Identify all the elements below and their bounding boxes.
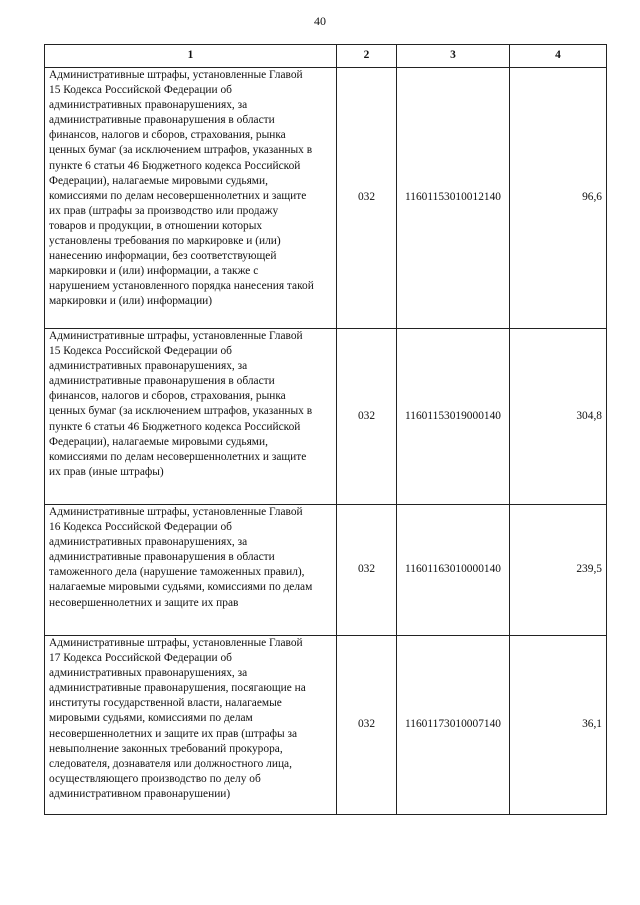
row-admin-code: 032 [337,505,397,636]
row-admin-code: 032 [337,329,397,505]
row-description-text: Административные штрафы, установленные Главой 15 Кодекса Российской Федерации об административных правонарушениях, за административные правонарушения в области финансов, налогов и сборов, страхования, рынка ценных бумаг (за исключением штрафов, указанных в пункте 6 статьи 46 Бюджетного кодекса Российской Федерации), налагаемые мировыми судьями, комиссиями по делам несовершеннолетних и защите их прав (штрафы за производство или продажу товаров и продукции, в отношении которых установлены требования по маркировке и (или) нанесению информации, без соответствующей маркировки и (или) информации, а также с нарушением установленного порядка нанесения такой маркировки и (или) информации) [49,69,314,308]
row-amount: 304,8 [510,329,607,505]
row-kbk-code: 11601173010007140 [397,636,510,815]
row-admin-code: 032 [337,636,397,815]
table-row [45,505,607,636]
table-row [45,636,607,815]
revenue-table [44,44,607,815]
row-description [45,636,337,815]
row-description-text: Административные штрафы, установленные Главой 17 Кодекса Российской Федерации об административных правонарушениях, за административные правонарушения, посягающие на институты государственной власти, налагаемые мировыми судьями, комиссиями по делам несовершеннолетних и защите их прав (штрафы за невыполнение законных требований прокурора, следователя, дознавателя или должностного лица, осуществляющего производство по делу об административном правонарушении) [49,637,306,800]
row-description-text: Административные штрафы, установленные Главой 16 Кодекса Российской Федерации об административных правонарушениях, за административные правонарушения в области таможенного дела (нарушение таможенных правил), налагаемые мировыми судьями, комиссиями по делам несовершеннолетних и защите их прав [49,506,313,609]
column-header-2: 2 [337,45,397,68]
column-header-4: 4 [510,45,607,68]
table-row [45,68,607,329]
column-header-3: 3 [397,45,510,68]
row-amount: 36,1 [510,636,607,815]
table-header-row [45,45,607,68]
row-description [45,505,337,636]
row-kbk-code: 11601153019000140 [397,329,510,505]
row-amount: 239,5 [510,505,607,636]
row-kbk-code: 11601163010000140 [397,505,510,636]
row-kbk-code: 11601153010012140 [397,68,510,329]
row-description-text: Административные штрафы, установленные Главой 15 Кодекса Российской Федерации об административных правонарушениях, за административные правонарушения в области финансов, налогов и сборов, страхования, рынка ценных бумаг (за исключением штрафов, указанных в пункте 6 статьи 46 Бюджетного кодекса Российской Федерации), налагаемые мировыми судьями, комиссиями по делам несовершеннолетних и защите их прав (иные штрафы) [49,330,313,478]
page-number: 40 [314,14,326,28]
row-admin-code: 032 [337,68,397,329]
row-amount: 96,6 [510,68,607,329]
row-description [45,68,337,329]
column-header-1: 1 [45,45,337,68]
table-row [45,329,607,505]
row-description [45,329,337,505]
